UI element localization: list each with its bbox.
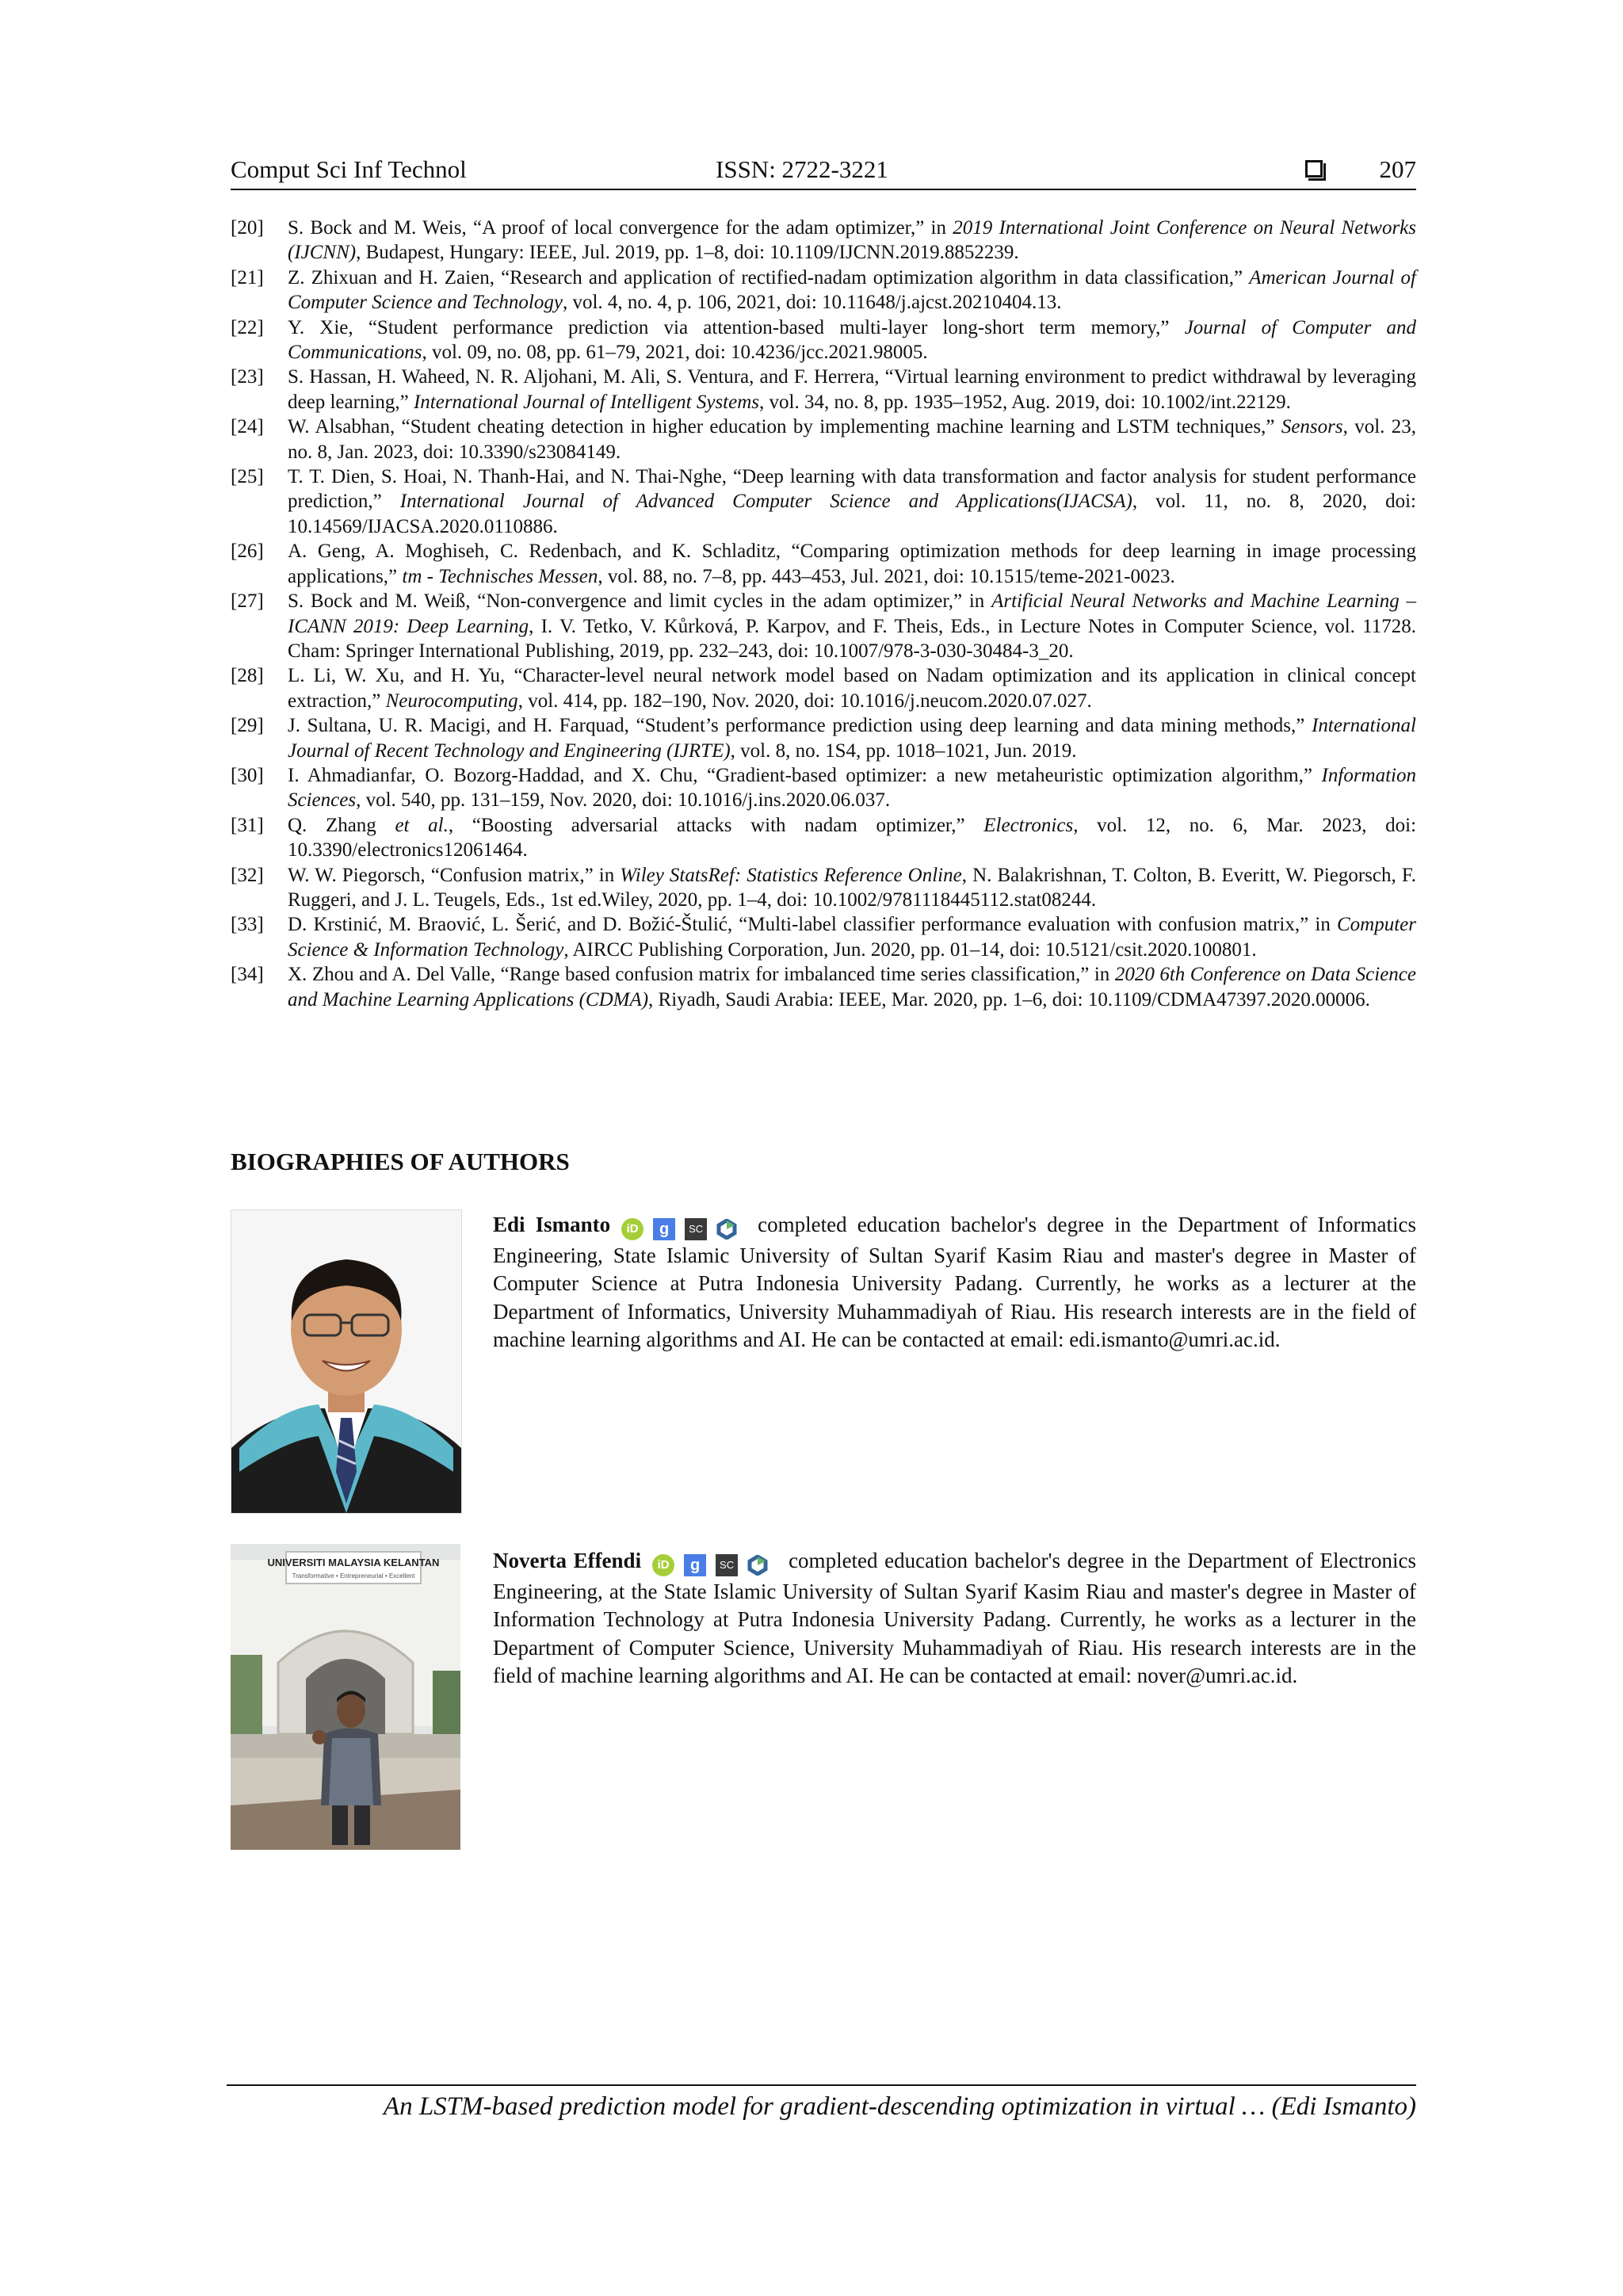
reference-text: , N. Balakrishnan, T. Colton, B. Everitt, W. Piegorsch, F. Ruggeri, and J. L. Teugels, Eds., 1st ed.Wiley, 2020, pp. 1–4, doi: 10.1002/9781118445112.stat08244. [288,864,1416,911]
reference-number: [25] [231,466,264,488]
reference-venue: International Journal of Intelligent Systems [413,391,760,413]
reference-list [231,216,1416,1012]
reference-text: , Budapest, Hungary: IEEE, Jul. 2019, pp. 1–8, doi: 10.1109/IJCNN.2019.8852239. [356,242,1019,264]
google-scholar-icon[interactable]: g [684,1554,706,1576]
reference-item [231,713,1416,763]
page-header [231,155,1416,190]
reference-number: [33] [231,914,264,936]
reference-text: , vol. 88, no. 7–8, pp. 443–453, Jul. 2021, doi: 10.1515/teme-2021-0023. [598,565,1175,587]
author-bio-text: completed education bachelor's degree in the Department of Electronics Engineering, at the State Islamic University of Sultan Syarif Kasim Riau and master's degree in Master of Information Technology at Putra Indonesia University Padang. Currently, he works as a lecturer in the Department of Computer Science, University Muhammadiyah of Riau. His research interests are in the field of machine learning algorithms and AI. He can be contacted at email: nover@umri.ac.id. [493,1549,1416,1687]
author-photo-noverta-effendi [231,1544,460,1850]
sign-subtext: Transformative • Entrepreneurial • Excellent [292,1572,415,1580]
reference-item [231,315,1416,365]
reference-number: [27] [231,590,264,613]
reference-number: [22] [231,316,264,338]
orcid-icon[interactable]: iD [621,1218,643,1240]
reference-text: , “Boosting adversarial attacks with nadam optimizer,” [448,814,984,836]
reference-text: , I. V. Tetko, V. Kůrková, P. Karpov, and F. Theis, Eds., in Lecture Notes in Computer Science, vol. 11728. Cham: Springer International Publishing, 2019, pp. 232–243, doi: 10.1007/978-3-030-30484-3_20. [288,615,1416,662]
scopus-icon[interactable]: SC [716,1554,738,1576]
reference-number: [32] [231,864,264,886]
reference-text: , vol. 23, no. 8, Jan. 2023, doi: 10.3390/s23084149. [288,416,1416,463]
reference-text: A. Geng, A. Moghiseh, C. Redenbach, and K. Schladitz, “Comparing optimization methods for deep learning in image processing applications,” [288,541,1416,587]
reference-venue: Wiley StatsRef: Statistics Reference Online [620,864,962,886]
reference-venue: Sensors [1281,416,1343,438]
reference-text: , vol. 12, no. 6, Mar. 2023, doi: 10.3390/electronics12061464. [288,814,1417,861]
reference-number: [28] [231,665,264,687]
biographies-heading: BIOGRAPHIES OF AUTHORS [231,1148,570,1175]
reference-item [231,464,1416,539]
reference-text: D. Krstinić, M. Braović, L. Šerić, and D. Božić-Štulić, “Multi-label classifier performance evaluation with confusion matrix,” in [288,914,1337,936]
reference-item [231,912,1416,962]
reference-item [231,663,1416,713]
reference-text: X. Zhou and A. Del Valle, “Range based confusion matrix for imbalanced time series classification,” in [288,964,1115,986]
author-name: Noverta Effendi [493,1549,642,1572]
reference-venue: International Journal of Advanced Computer Science and Applications(IJACSA) [399,491,1132,513]
reference-venue: et al. [395,814,449,836]
orcid-icon[interactable]: iD [652,1554,674,1576]
author-profile-icons [621,1213,747,1242]
reference-venue: Neurocomputing [385,690,518,712]
reference-text: , Riyadh, Saudi Arabia: IEEE, Mar. 2020, pp. 1–6, doi: 10.1109/CDMA47397.2020.00006. [648,988,1370,1010]
reference-venue: American Journal of Computer Science and Technology [288,266,1416,314]
running-footer: An LSTM-based prediction model for gradient-descending optimization in virtual … (Edi Ismanto) [383,2092,1416,2121]
google-scholar-icon[interactable]: g [653,1218,675,1240]
reference-text: T. T. Dien, S. Hoai, N. Thanh-Hai, and N. Thai-Nghe, “Deep learning with data transformation and factor analysis for student performance prediction,” [288,466,1416,513]
reference-item [231,763,1416,813]
author-name: Edi Ismanto [493,1213,611,1236]
reference-item [231,216,1416,266]
reference-venue: Electronics [983,814,1074,836]
reference-text: , vol. 8, no. 1S4, pp. 1018–1021, Jun. 2019. [730,739,1077,762]
sign-text: UNIVERSITI MALAYSIA KELANTAN [267,1557,440,1568]
reference-text: I. Ahmadianfar, O. Bozorg-Haddad, and X. Chu, “Gradient-based optimizer: a new metaheuristic optimization algorithm,” [288,764,1322,786]
reference-text: Q. Zhang [288,814,395,836]
reference-text: W. W. Piegorsch, “Confusion matrix,” in [288,864,621,886]
reference-number: [20] [231,217,264,239]
reference-text: W. Alsabhan, “Student cheating detection in higher education by implementing machine learning and LSTM techniques,” [288,416,1281,438]
reference-item [231,415,1416,464]
author-photo-edi-ismanto [231,1209,462,1514]
publons-icon[interactable] [747,1555,768,1576]
reference-text: S. Hassan, H. Waheed, N. R. Aljohani, M. Ali, S. Ventura, and F. Herrera, “Virtual learning environment to predict withdrawal by leveraging deep learning,” [288,366,1416,413]
reference-text: , vol. 4, no. 4, p. 106, 2021, doi: 10.11648/j.ajcst.20210404.13. [562,292,1062,314]
reference-item [231,539,1416,589]
reference-item [231,962,1416,1012]
reference-text: , vol. 540, pp. 131–159, Nov. 2020, doi: 10.1016/j.ins.2020.06.037. [356,789,891,812]
reference-number: [34] [231,964,264,986]
reference-venue: Journal of Computer and Communications [288,316,1416,364]
reference-text: , vol. 11, no. 8, 2020, doi: 10.14569/IJACSA.2020.0110886. [288,491,1416,537]
reference-number: [23] [231,366,264,388]
reference-venue: tm - Technisches Messen [402,565,598,587]
reference-venue: International Journal of Recent Technology and Engineering (IJRTE) [288,715,1416,762]
author-profile-icons [652,1549,777,1578]
reference-text: , vol. 09, no. 08, pp. 61–79, 2021, doi: 10.4236/jcc.2021.98005. [422,342,928,364]
author-bio-text: completed education bachelor's degree in the Department of Informatics Engineering, State Islamic University of Sultan Syarif Kasim Riau and master's degree in Master of Computer Science at Putra Indonesia University Padang. Currently, he works as a lecturer at the Department of Informatics, University Muhammadiyah of Riau. His research interests are in the field of machine learning algorithms and AI. He can be contacted at email: edi.ismanto@umri.ac.id. [493,1213,1416,1351]
reference-item [231,863,1416,913]
square-bullet-icon [1305,160,1323,178]
reference-text: S. Bock and M. Weiß, “Non-convergence and limit cycles in the adam optimizer,” in [288,590,992,613]
scopus-icon[interactable]: SC [685,1218,707,1240]
reference-number: [31] [231,814,264,836]
author-bio-edi-ismanto [493,1211,1416,1354]
reference-venue: Artificial Neural Networks and Machine Learning – ICANN 2019: Deep Learning [288,590,1416,637]
header-rule [231,189,1416,190]
reference-text: L. Li, W. Xu, and H. Yu, “Character-level neural network model based on Nadam optimization and its application in clinical concept extraction,” [288,665,1416,712]
reference-text: , vol. 34, no. 8, pp. 1935–1952, Aug. 2019, doi: 10.1002/int.22129. [759,391,1291,413]
reference-text: Z. Zhixuan and H. Zaien, “Research and application of rectified-nadam optimization algorithm in data classification,” [288,266,1250,288]
reference-text: S. Bock and M. Weis, “A proof of local convergence for the adam optimizer,” in [288,217,953,239]
reference-text: J. Sultana, U. R. Macigi, and H. Farquad, “Student’s performance prediction using deep learning and data mining methods,” [288,715,1312,737]
reference-text: , AIRCC Publishing Corporation, Jun. 2020, pp. 01–14, doi: 10.5121/csit.2020.100801. [563,938,1257,961]
issn: ISSN: 2722-3221 [716,155,888,183]
reference-venue: 2020 6th Conference on Data Science and Machine Learning Applications (CDMA) [288,964,1416,1010]
publons-icon[interactable] [716,1219,737,1240]
reference-item [231,266,1416,315]
reference-venue: Information Sciences [288,764,1416,812]
author-bio-noverta-effendi [493,1547,1416,1690]
reference-item [231,813,1416,863]
reference-number: [30] [231,764,264,786]
reference-number: [26] [231,541,264,563]
reference-item [231,589,1416,663]
reference-number: [21] [231,266,264,288]
reference-number: [29] [231,715,264,737]
reference-item [231,365,1416,415]
reference-venue: 2019 International Joint Conference on Neural Networks (IJCNN) [288,217,1416,264]
reference-text: Y. Xie, “Student performance prediction via attention-based multi-layer long-short term memory,” [288,316,1185,338]
reference-text: , vol. 414, pp. 182–190, Nov. 2020, doi: 10.1016/j.neucom.2020.07.027. [517,690,1092,712]
reference-number: [24] [231,416,264,438]
reference-venue: Computer Science & Information Technology [288,914,1416,961]
page-number: 207 [1379,155,1416,183]
footer-rule [227,2084,1416,2086]
journal-name: Comput Sci Inf Technol [231,155,467,183]
